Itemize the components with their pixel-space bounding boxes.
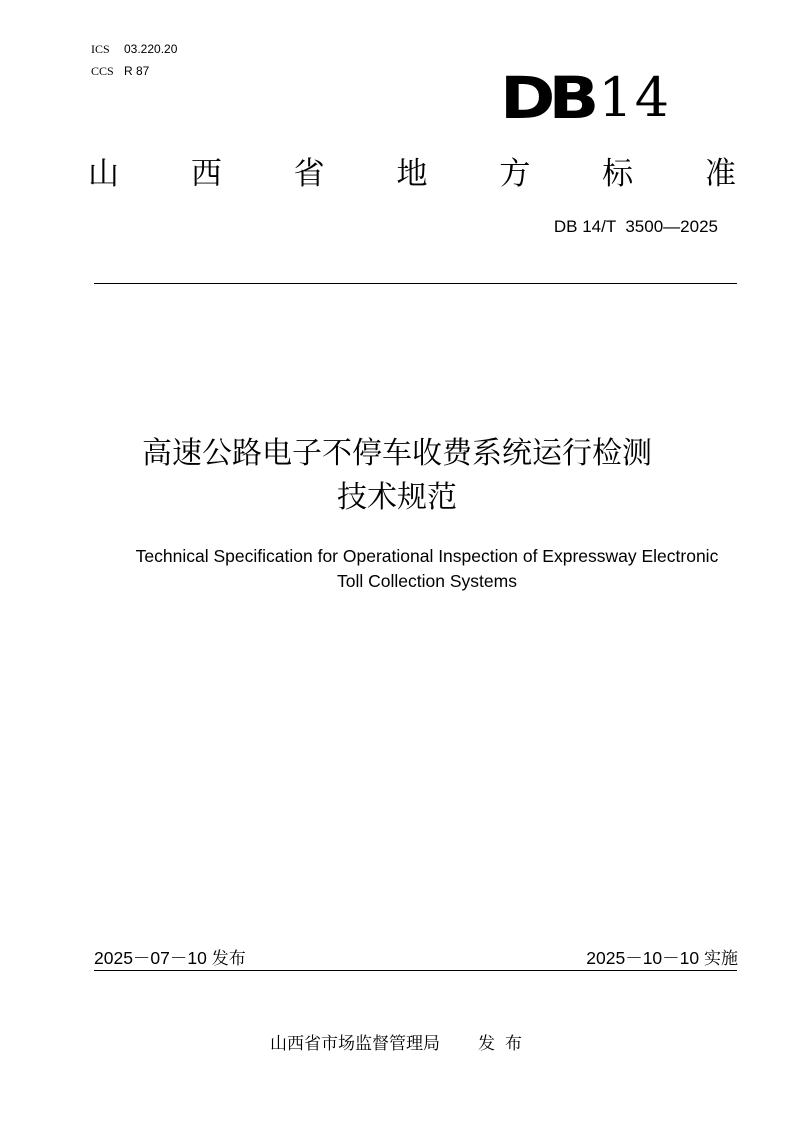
ccs-label: CCS [91, 64, 114, 78]
release-date-label: 发布 [211, 949, 246, 969]
standard-type-char: 准 [704, 156, 736, 192]
standard-number: DB 14/T 3500—2025 [553, 217, 718, 236]
title-zh-line: 高速公路电子不停车收费系统运行检测 [142, 436, 652, 471]
standard-type-char: 地 [396, 156, 428, 192]
release-date-value: 2025－07－10 [94, 948, 212, 968]
issuer-name: 山西省市场监督管理局 [270, 1034, 440, 1054]
ics-code-row [91, 38, 177, 60]
implementation-date [586, 946, 738, 971]
title-zh-line: 技术规范 [337, 480, 457, 515]
standard-type-heading [88, 152, 736, 196]
standard-type-char: 山 [88, 156, 119, 192]
implementation-date-value: 2025－10－10 [586, 948, 704, 968]
document-title-english [60, 544, 794, 594]
release-date [94, 946, 246, 971]
implementation-date-label: 实施 [704, 949, 738, 969]
standard-type-char: 西 [190, 156, 222, 192]
title-en-line: Technical Specification for Operational Inspection of Expressway Electronic [135, 546, 719, 566]
db-logo-number: 14 [598, 66, 672, 129]
ics-label: ICS [91, 42, 110, 56]
classification-codes [91, 38, 177, 82]
ics-value: 03.220.20 [124, 42, 178, 56]
standard-type-char: 方 [499, 156, 531, 192]
header-divider [94, 283, 737, 284]
db-logo-letters: DB [500, 64, 593, 132]
ccs-value: R 87 [124, 64, 150, 78]
issuer-action: 发布 [478, 1034, 532, 1054]
document-title-chinese [0, 432, 794, 520]
ccs-code-row [91, 60, 177, 82]
standard-type-char: 标 [602, 156, 634, 192]
db-logo [500, 64, 672, 132]
title-en-line: Toll Collection Systems [337, 571, 517, 591]
issuing-authority [270, 1031, 532, 1057]
standard-type-char: 省 [293, 156, 325, 192]
footer-divider [94, 970, 737, 971]
